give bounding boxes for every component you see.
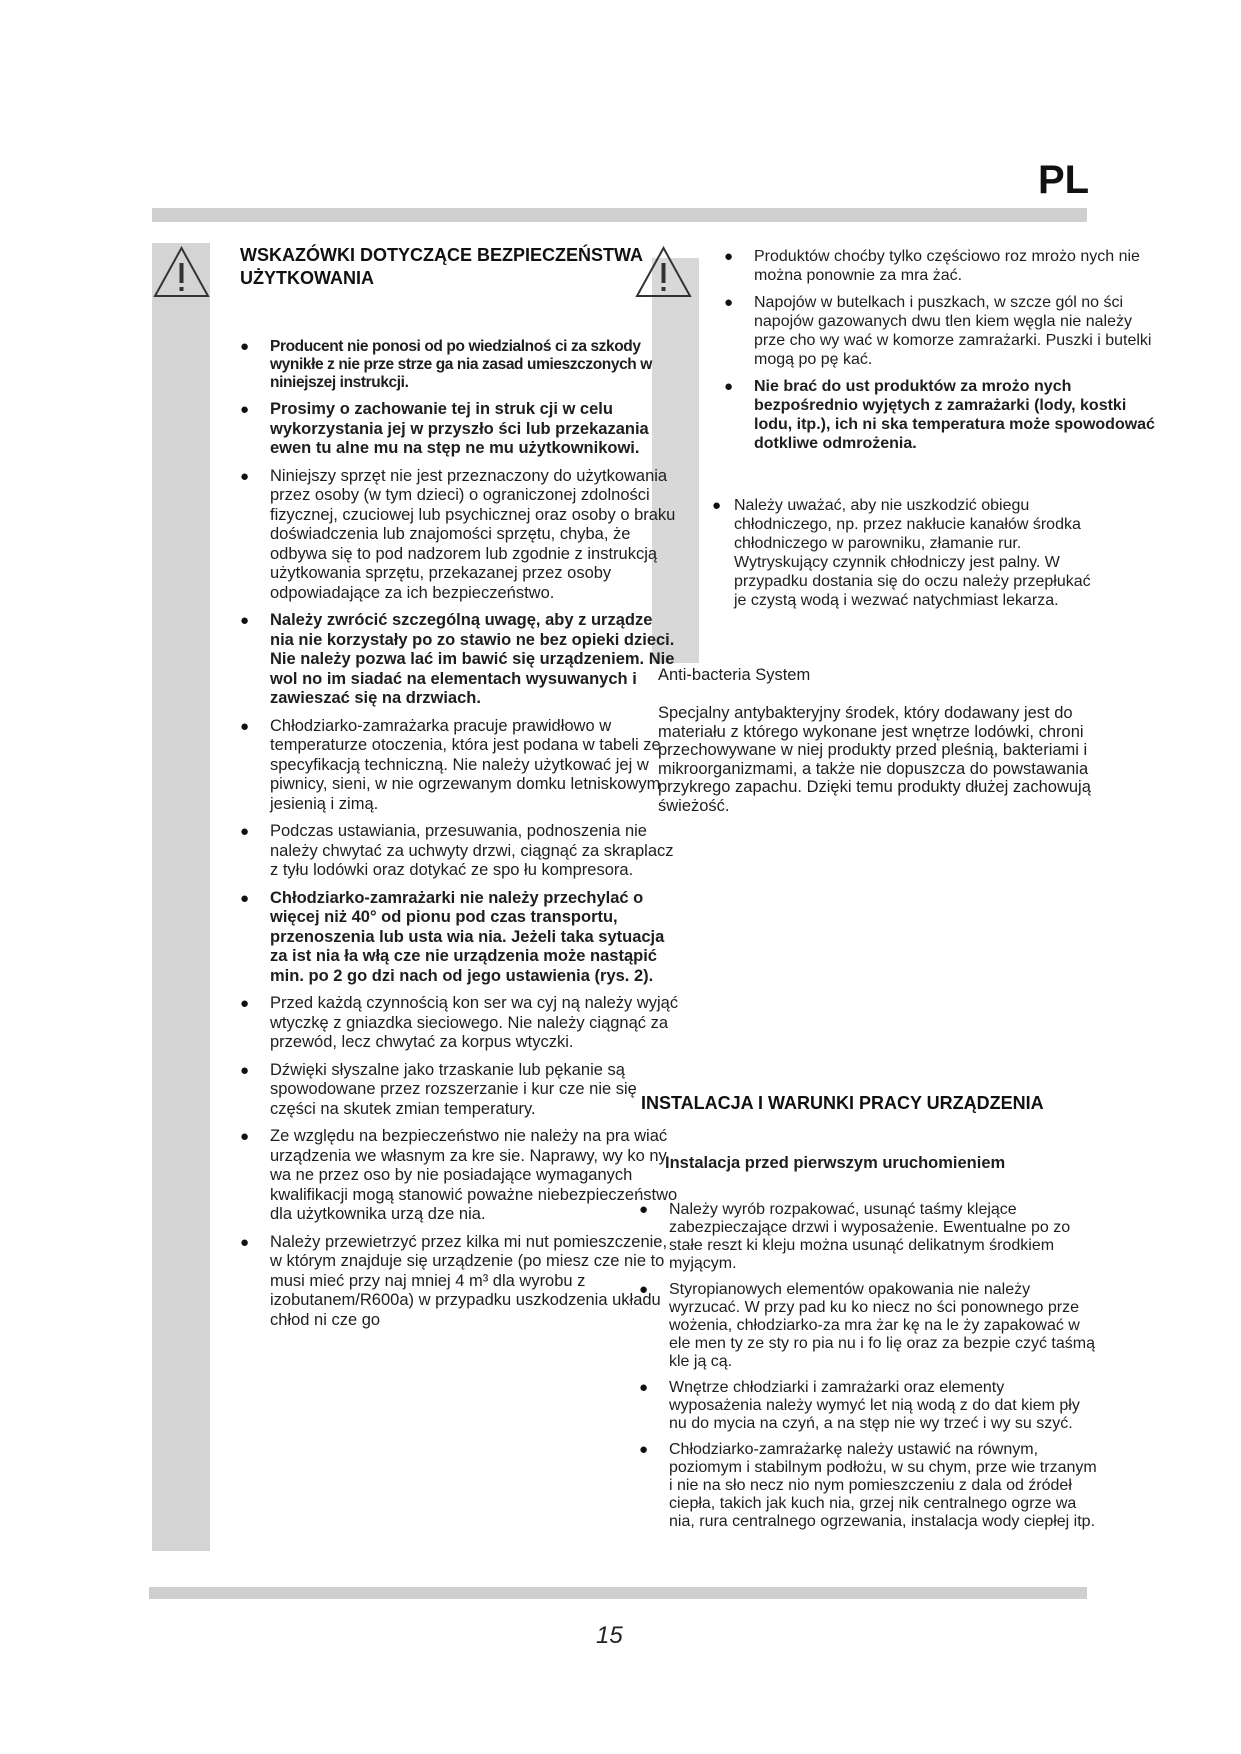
safety-heading: WSKAZÓWKI DOTYCZĄCE BEZPIECZEŃSTWA UŻYTKOWANIA <box>240 245 643 288</box>
left-gray-sidebar <box>152 243 210 1551</box>
list-item: ● Przed każdą czynnością kon ser wa cyj ną należy wyjąć wtyczkę z gniazdka sieciowego. Nie należy ciągnąć za przewód, lecz chwytać za korpus wtyczki. <box>240 994 680 1053</box>
safety-continued-2 <box>712 496 1092 618</box>
list-item: ● Chłodziarko-zamrażarkę należy ustawić na równym, poziomym i stabilnym podłożu, w su chym, prze wie trzanym i nie na sło necz nio nym pomieszczeniu z dala od źródeł ciepła, takich jak kuch nia, grzej nik centralnego ogrze wa nia, rura centralnego ogrzewania, instalacja wody ciepłej itp. <box>639 1441 1099 1531</box>
installation-heading: INSTALACJA I WARUNKI PRACY URZĄDZENIA <box>641 1093 1044 1113</box>
list-item: ● Nie brać do ust produktów za mrożo nych bezpośrednio wyjętych z zamrażarki (lody, kostki lodu, itp.), ich ni ska temperatura może spowodować dotkliwe odmrożenia. <box>724 377 1164 453</box>
warning-icon <box>153 245 210 299</box>
antibacteria-text: Specjalny antybakteryjny środek, który dodawany jest do materiału z którego wykonane jest wnętrze lodówki, chroni przechowywane w niej produkty przed pleśnią, bakteriami i mikroorganizmami, a także nie dopuszcza do powstawania przykrego zapachu. Dzięki temu produkty dłużej zachowują świeżość. <box>658 704 1091 815</box>
list-item: ● Styropianowych elementów opakowania nie należy wyrzucać. W przy pad ku ko niecz no ści ponownego prze wożenia, chłodziarko-za mra żar kę na le ży zapakować w ele men ty ze sty ro pia nu i fo lię oraz za bezpie czyć taśmą kle ją cą. <box>639 1281 1099 1371</box>
list-item: ● Ze względu na bezpieczeństwo nie należy na pra wiać urządzenia we własnym za kre sie. Naprawy, wy ko ny wa ne przez oso by nie posiadające wymaganych kwalifikacji mogą stanowić poważne niebezpieczeństwo dla użytkownika urzą dze nia. <box>240 1127 680 1225</box>
list-item: ● Podczas ustawiania, przesuwania, podnoszenia nie należy chwytać za uchwyty drzwi, ciągnąć za skraplacz z tyłu lodówki oraz dotykać ze spo łu kompresora. <box>240 822 680 881</box>
list-item: ● Należy przewietrzyć przez kilka mi nut pomieszczenie, w którym znajduje się urządzenie (po miesz cze nie to musi mieć przy naj mniej 4 m³ dla wyrobu z izobutanem/R600a) w przypadku uszkodzenia układu chłod ni cze go <box>240 1233 680 1331</box>
list-item: ● Należy zwrócić szczególną uwagę, aby z urządze nia nie korzystały po zo stawio ne bez opieki dzieci. Nie należy pozwa lać im bawić się urządzeniem. Nie wol no im siadać na elementach wysuwanych i zawieszać się na drzwiach. <box>240 611 680 709</box>
page-number: 15 <box>596 1622 623 1649</box>
bottom-rule <box>149 1587 1087 1599</box>
top-rule <box>152 208 1087 222</box>
list-item: ● Należy wyrób rozpakować, usunąć taśmy klejące zabezpieczające drzwi i wyposażenie. Ewentualne po zo stałe reszt ki kleju można usunąć delikatnym środkiem myjącym. <box>639 1201 1099 1273</box>
safety-section <box>240 244 680 1338</box>
list-item: ● Chłodziarko-zamrażarki nie należy przechylać o więcej niż 40° od pionu pod czas transportu, przenoszenia lub usta wia nia. Jeżeli taka sytuacja za ist nia ła włą cze nie urządzenia może nastąpić min. po 2 go dzi nach od jego ustawienia (rys. 2). <box>240 889 680 987</box>
antibacteria-title: Anti-bacteria System <box>658 666 811 684</box>
list-item: ● Produktów choćby tylko częściowo roz mrożo nych nie można ponownie za mra żać. <box>724 247 1164 285</box>
list-item: ● Napojów w butelkach i puszkach, w szcze gól no ści napojów gazowanych dwu tlen kiem węgla nie należy prze cho wy wać w komorze zamrażarki. Puszki i butelki mogą po pę kać. <box>724 293 1164 369</box>
list-item: ● Wnętrze chłodziarki i zamrażarki oraz elementy wyposażenia należy wymyć let nią wodą z do dat kiem pły nu do mycia na czyń, a na stęp nie wy trzeć i wy su szyć. <box>639 1379 1099 1433</box>
installation-subtitle: Instalacja przed pierwszym uruchomieniem <box>665 1154 1006 1172</box>
list-item: ● Chłodziarko-zamrażarka pracuje prawidłowo w temperaturze otoczenia, która jest podana w tabeli ze specyfikacją techniczną. Nie należy użytkować jej w piwnicy, sieni, w nie ogrzewanym domku letniskowym jesienią i zimą. <box>240 717 680 815</box>
list-item: ● Dźwięki słyszalne jako trzaskanie lub pękanie są spowodowane przez rozszerzanie i kur cze nie się części na skutek zmian temperatury. <box>240 1061 680 1120</box>
list-item: ● Należy uważać, aby nie uszkodzić obiegu chłodniczego, np. przez nakłucie kanałów środka chłodniczego w parowniku, złamanie rur. Wytryskujący czynnik chłodniczy jest palny. W przypadku dostania się do oczu należy przepłukać je czystą wodą i wezwać natychmiast lekarza. <box>712 496 1092 610</box>
language-code: PL <box>1038 158 1090 202</box>
installation-section <box>639 1201 1099 1539</box>
safety-continued <box>724 247 1164 461</box>
list-item: ● Prosimy o zachowanie tej in struk cji w celu wykorzystania jej w przyszło ści lub przekazania ewen tu alne mu na stęp ne mu użytkownikowi. <box>240 400 680 459</box>
list-item: ● Niniejszy sprzęt nie jest przeznaczony do użytkowania przez osoby (w tym dzieci) o ograniczonej zdolności fizycznej, czuciowej lub psychicznej oraz osoby o braku doświadczenia lub znajomości sprzętu, chyba, że odbywa się to pod nadzorem lub zgodnie z instrukcją użytkowania sprzętu, przekazanej przez osoby odpowiadające za ich bezpieczeństwo. <box>240 467 680 604</box>
list-item: ● Producent nie ponosi od po wiedzialnoś ci za szkody wynikłe z nie prze strze ga nia zasad umieszczonych w niniejszej instrukcji. <box>240 338 680 392</box>
